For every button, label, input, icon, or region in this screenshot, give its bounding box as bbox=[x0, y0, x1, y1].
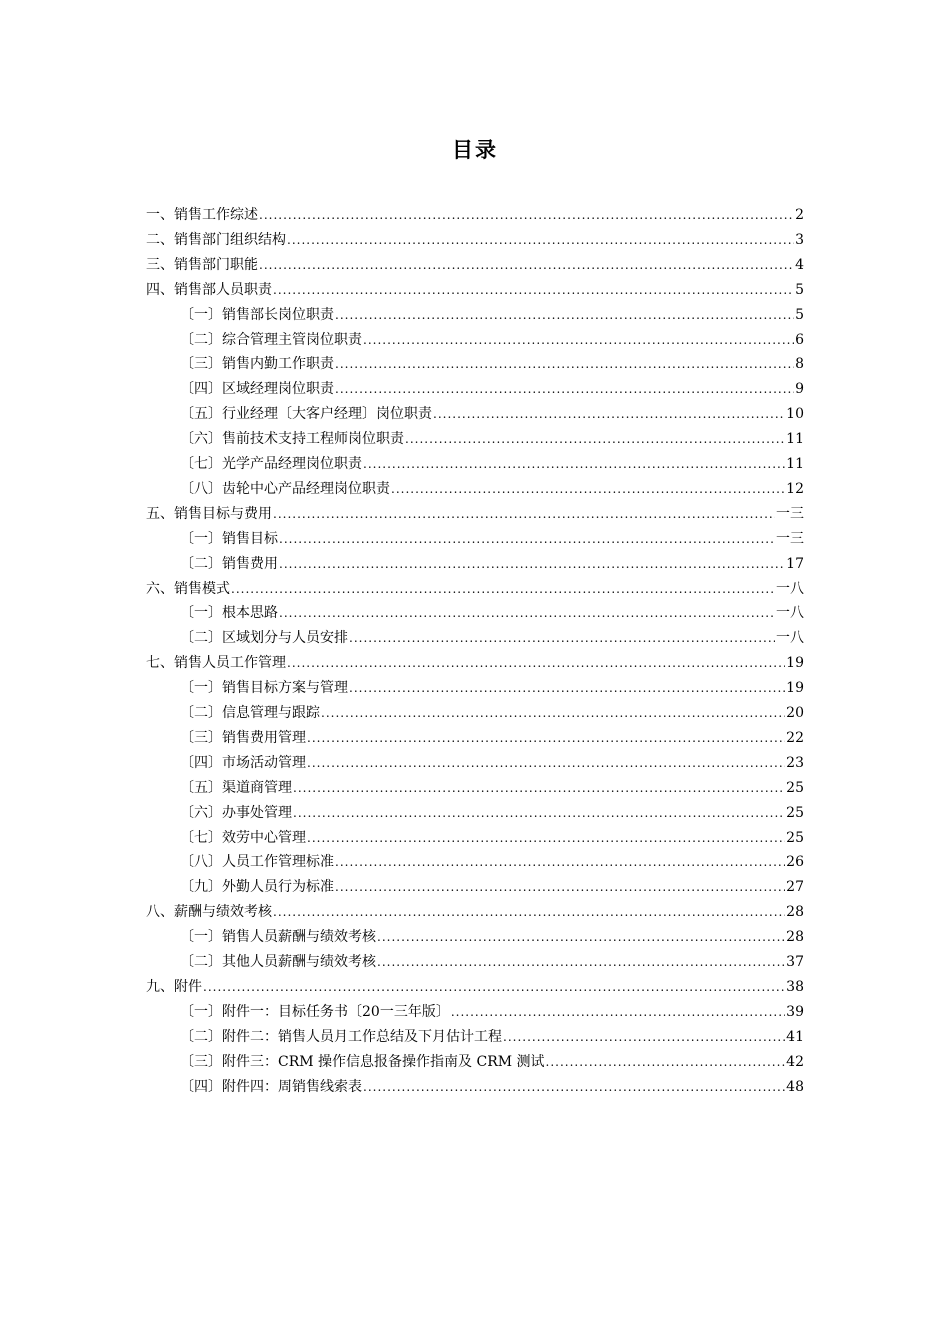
toc-leader-dots bbox=[293, 801, 785, 825]
toc-entry[interactable] bbox=[180, 1025, 804, 1049]
toc-entry-label: 七、销售人员工作管理 bbox=[146, 655, 286, 671]
toc-leader-dots bbox=[293, 776, 785, 800]
toc-entry-label: 六、销售模式 bbox=[146, 581, 230, 597]
toc-entry-label: 〔三〕销售费用管理 bbox=[180, 730, 306, 746]
toc-entry-page-number: 5 bbox=[795, 307, 804, 323]
toc-leader-dots bbox=[335, 352, 794, 376]
toc-leader-dots bbox=[287, 228, 794, 252]
toc-entry-page-number: 6 bbox=[795, 332, 804, 348]
toc-entry-page-number: 一八 bbox=[776, 581, 804, 597]
toc-entry[interactable] bbox=[146, 502, 804, 526]
toc-entry-label: 〔三〕附件三：CRM 操作信息报备操作指南及 CRM 测试 bbox=[180, 1054, 545, 1070]
toc-entry-label: 一、销售工作综述 bbox=[146, 207, 258, 223]
toc-leader-dots bbox=[391, 477, 785, 501]
toc-entry-page-number: 19 bbox=[786, 655, 804, 671]
toc-entry-label: 〔二〕综合管理主管岗位职责 bbox=[180, 332, 362, 348]
toc-leader-dots bbox=[546, 1050, 786, 1074]
toc-entry-page-number: 11 bbox=[786, 456, 804, 472]
toc-entry-page-number: 10 bbox=[786, 406, 804, 422]
toc-entry-label: 〔六〕售前技术支持工程师岗位职责 bbox=[180, 431, 404, 447]
toc-entry-label: 〔一〕销售部长岗位职责 bbox=[180, 307, 334, 323]
toc-entry-page-number: 25 bbox=[786, 830, 804, 846]
toc-entry-label: 〔一〕附件一：目标任务书〔20一三年版〕 bbox=[180, 1004, 450, 1020]
toc-entry-label: 九、附件 bbox=[146, 979, 202, 995]
toc-entry-label: 〔一〕销售目标方案与管理 bbox=[180, 680, 348, 696]
toc-leader-dots bbox=[273, 900, 785, 924]
toc-entry-page-number: 39 bbox=[786, 1004, 804, 1020]
toc-entry[interactable] bbox=[146, 651, 804, 675]
toc-leader-dots bbox=[363, 328, 794, 352]
toc-entry[interactable] bbox=[180, 751, 804, 775]
toc-entry[interactable] bbox=[180, 826, 804, 850]
toc-entry-page-number: 27 bbox=[786, 879, 804, 895]
toc-leader-dots bbox=[307, 751, 785, 775]
toc-leader-dots bbox=[335, 303, 794, 327]
toc-leader-dots bbox=[259, 203, 794, 227]
toc-entry-page-number: 一三 bbox=[776, 531, 804, 547]
toc-entry[interactable] bbox=[180, 875, 804, 899]
toc-leader-dots bbox=[279, 527, 775, 551]
toc-entry[interactable] bbox=[146, 975, 804, 999]
toc-entry-label: 〔二〕其他人员薪酬与绩效考核 bbox=[180, 954, 376, 970]
toc-entry-label: 〔一〕根本思路 bbox=[180, 605, 278, 621]
toc-entry-label: 〔六〕办事处管理 bbox=[180, 805, 292, 821]
toc-leader-dots bbox=[405, 427, 785, 451]
toc-entry[interactable] bbox=[180, 527, 804, 551]
toc-entry-label: 八、薪酬与绩效考核 bbox=[146, 904, 272, 920]
toc-entry[interactable] bbox=[180, 452, 804, 476]
toc-entry[interactable] bbox=[146, 253, 804, 277]
toc-entry[interactable] bbox=[180, 925, 804, 949]
toc-entry-page-number: 25 bbox=[786, 780, 804, 796]
toc-leader-dots bbox=[433, 402, 785, 426]
toc-entry[interactable] bbox=[180, 377, 804, 401]
toc-entry-label: 〔七〕效劳中心管理 bbox=[180, 830, 306, 846]
toc-entry[interactable] bbox=[180, 1075, 804, 1099]
toc-leader-dots bbox=[279, 601, 775, 625]
toc-leader-dots bbox=[363, 1075, 785, 1099]
toc-leader-dots bbox=[503, 1025, 785, 1049]
toc-entry-page-number: 11 bbox=[786, 431, 804, 447]
toc-entry[interactable] bbox=[180, 801, 804, 825]
toc-entry-label: 三、销售部门职能 bbox=[146, 257, 258, 273]
toc-entry-label: 〔二〕区域划分与人员安排 bbox=[180, 630, 348, 646]
toc-entry-page-number: 一三 bbox=[776, 506, 804, 522]
toc-leader-dots bbox=[349, 626, 775, 650]
page-title: 目录 bbox=[452, 138, 498, 162]
toc-leader-dots bbox=[273, 502, 775, 526]
toc-leader-dots bbox=[377, 950, 785, 974]
toc-entry[interactable] bbox=[180, 1050, 804, 1074]
toc-entry-page-number: 26 bbox=[786, 854, 804, 870]
toc-entry[interactable] bbox=[180, 427, 804, 451]
toc-entry-page-number: 3 bbox=[795, 232, 804, 248]
toc-entry-label: 〔七〕光学产品经理岗位职责 bbox=[180, 456, 362, 472]
toc-entry[interactable] bbox=[146, 900, 804, 924]
toc-entry-label: 〔五〕渠道商管理 bbox=[180, 780, 292, 796]
toc-leader-dots bbox=[307, 826, 785, 850]
toc-leader-dots bbox=[321, 701, 785, 725]
toc-entry-page-number: 9 bbox=[795, 381, 804, 397]
toc-entry-label: 四、销售部人员职责 bbox=[146, 282, 272, 298]
toc-entry[interactable] bbox=[180, 950, 804, 974]
toc-leader-dots bbox=[335, 377, 794, 401]
toc-entry[interactable] bbox=[180, 776, 804, 800]
toc-leader-dots bbox=[307, 726, 785, 750]
toc-entry-page-number: 2 bbox=[795, 207, 804, 223]
toc-entry[interactable] bbox=[146, 203, 804, 227]
toc-entry-page-number: 48 bbox=[786, 1079, 804, 1095]
toc-leader-dots bbox=[279, 552, 785, 576]
toc-entry-page-number: 12 bbox=[786, 481, 804, 497]
toc-entry-page-number: 一八 bbox=[776, 605, 804, 621]
toc-entry-page-number: 28 bbox=[786, 904, 804, 920]
toc-entry[interactable] bbox=[180, 626, 804, 650]
toc-leader-dots bbox=[273, 278, 794, 302]
toc-entry-label: 〔五〕行业经理〔大客户经理〕岗位职责 bbox=[180, 406, 432, 422]
toc-entry-page-number: 28 bbox=[786, 929, 804, 945]
toc-entry-page-number: 17 bbox=[786, 556, 804, 572]
toc-entry[interactable] bbox=[180, 477, 804, 501]
toc-entry-page-number: 19 bbox=[786, 680, 804, 696]
toc-entry-label: 〔二〕信息管理与跟踪 bbox=[180, 705, 320, 721]
toc-leader-dots bbox=[363, 452, 785, 476]
toc-entry-label: 〔八〕人员工作管理标准 bbox=[180, 854, 334, 870]
toc-entry[interactable] bbox=[180, 701, 804, 725]
toc-entry-label: 〔九〕外勤人员行为标准 bbox=[180, 879, 334, 895]
toc-entry[interactable] bbox=[180, 601, 804, 625]
toc-entry-label: 〔一〕销售人员薪酬与绩效考核 bbox=[180, 929, 376, 945]
toc-leader-dots bbox=[335, 850, 785, 874]
toc-leader-dots bbox=[377, 925, 785, 949]
toc-entry-page-number: 4 bbox=[795, 257, 804, 273]
toc-leader-dots bbox=[349, 676, 785, 700]
toc-entry-page-number: 37 bbox=[786, 954, 804, 970]
toc-leader-dots bbox=[335, 875, 785, 899]
toc-entry-label: 〔四〕区域经理岗位职责 bbox=[180, 381, 334, 397]
toc-entry-page-number: 22 bbox=[786, 730, 804, 746]
toc-entry[interactable] bbox=[146, 228, 804, 252]
toc-entry[interactable] bbox=[180, 328, 804, 352]
toc-entry-page-number: 一八 bbox=[776, 630, 804, 646]
toc-entry-page-number: 41 bbox=[786, 1029, 804, 1045]
toc-entry-page-number: 20 bbox=[786, 705, 804, 721]
toc-entry[interactable] bbox=[180, 676, 804, 700]
toc-entry-page-number: 8 bbox=[795, 356, 804, 372]
toc-entry[interactable] bbox=[146, 577, 804, 601]
toc-entry-page-number: 23 bbox=[786, 755, 804, 771]
toc-entry-label: 〔二〕销售费用 bbox=[180, 556, 278, 572]
toc-leader-dots bbox=[203, 975, 785, 999]
toc-leader-dots bbox=[259, 253, 794, 277]
toc-entry[interactable] bbox=[180, 552, 804, 576]
toc-entry-label: 〔三〕销售内勤工作职责 bbox=[180, 356, 334, 372]
toc-entry-page-number: 5 bbox=[795, 282, 804, 298]
toc-entry-label: 〔二〕附件二：销售人员月工作总结及下月估计工程 bbox=[180, 1029, 502, 1045]
toc-entry[interactable] bbox=[180, 1000, 804, 1024]
toc-entry[interactable] bbox=[180, 402, 804, 426]
toc-entry[interactable] bbox=[180, 352, 804, 376]
toc-entry[interactable] bbox=[180, 303, 804, 327]
toc-entry[interactable] bbox=[180, 850, 804, 874]
toc-leader-dots bbox=[451, 1000, 785, 1024]
toc-leader-dots bbox=[231, 577, 775, 601]
toc-entry-label: 〔一〕销售目标 bbox=[180, 531, 278, 547]
toc-entry-label: 二、销售部门组织结构 bbox=[146, 232, 286, 248]
toc-entry-label: 〔八〕齿轮中心产品经理岗位职责 bbox=[180, 481, 390, 497]
toc-entry[interactable] bbox=[180, 726, 804, 750]
toc-entry-label: 五、销售目标与费用 bbox=[146, 506, 272, 522]
toc-entry-page-number: 38 bbox=[786, 979, 804, 995]
toc-entry-label: 〔四〕附件四：周销售线索表 bbox=[180, 1079, 362, 1095]
toc-entry-page-number: 25 bbox=[786, 805, 804, 821]
toc-entry[interactable] bbox=[146, 278, 804, 302]
toc-leader-dots bbox=[287, 651, 785, 675]
toc-entry-label: 〔四〕市场活动管理 bbox=[180, 755, 306, 771]
toc-entry-page-number: 42 bbox=[786, 1054, 804, 1070]
